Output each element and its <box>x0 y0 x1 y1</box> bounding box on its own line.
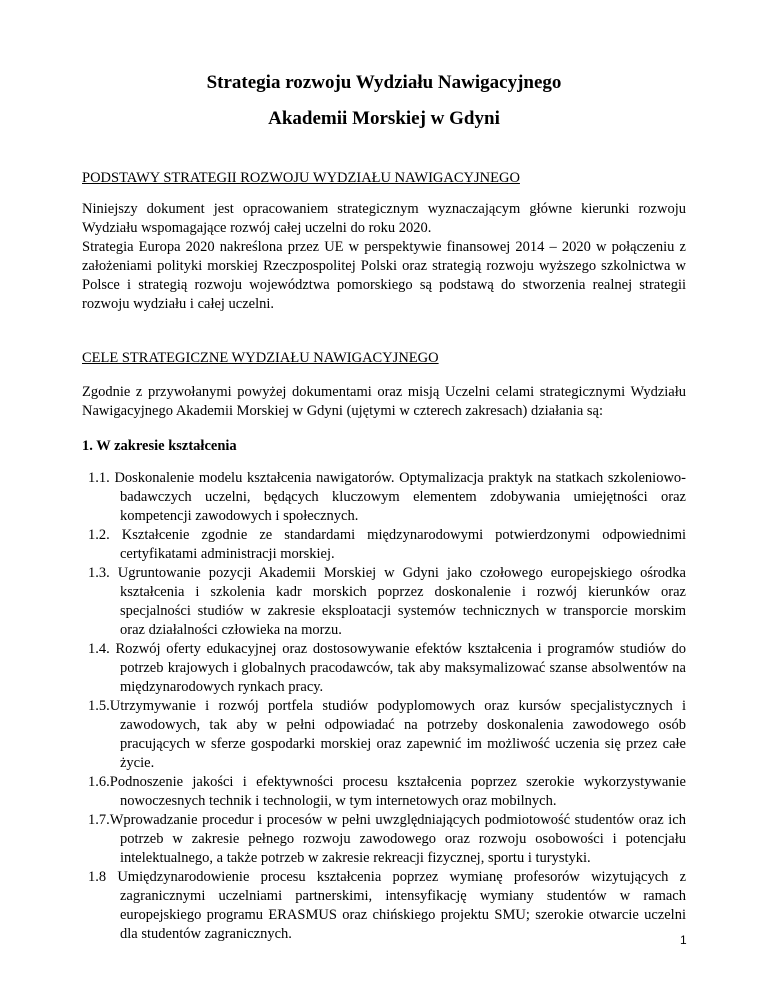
list-item-text: Rozwój oferty edukacyjnej oraz dostosowywanie efektów kształcenia i programów studiów do potrzeb krajowych i globalnych pracodawców, tak aby maksymalizować szanse absolwentów na międzynarodowych rynkach pracy. <box>115 641 687 695</box>
list-item-text: Kształcenie zgodnie ze standardami międzynarodowymi potwierdzonymi odpowiednimi certyfikatami administracji morskiej. <box>120 527 686 562</box>
list-item-number: 1.4. <box>88 641 116 657</box>
list-item-number: 1.6. <box>88 774 110 790</box>
list-item-text: Wprowadzanie procedur i procesów w pełni uwzględniających podmiotowość studentów oraz ich potrzeb w zakresie pełnego rozwoju zawodowego oraz rozwoju osobowości i potencjału intelektualnego, a także potrzeb w zakresie rekreacji fizycznej, sportu i turystyki. <box>109 812 686 866</box>
list-item-text: Podnoszenie jakości i efektywności procesu kształcenia poprzez szerokie wykorzystywanie nowoczesnych technik i technologii, w tym internetowych oraz mobilnych. <box>109 774 686 809</box>
list-item-number: 1.2. <box>88 527 122 543</box>
page-number: 1 <box>680 933 687 947</box>
list-item-text: Ugruntowanie pozycji Akademii Morskiej w Gdyni jako czołowego europejskiego ośrodka kształcenia i szkolenia kadr morskich poprzez doskonalenie i rozwój kierunków oraz specjalności studiów w zakresie eksploatacji systemów technicznych w transporcie morskim oraz działalności człowieka na morzu. <box>117 565 686 638</box>
document-page <box>82 70 686 944</box>
list-item-text: Doskonalenie modelu kształcenia nawigatorów. Optymalizacja praktyk na statkach szkoleniowo-badawczych uczelni, będących kluczowym elementem zdobywania umiejętności oraz kompetencji zawodowych i społecznych. <box>114 470 687 524</box>
section-heading-podstawy: PODSTAWY STRATEGII ROZWOJU WYDZIAŁU NAWIGACYJNEGO <box>82 170 520 186</box>
list-item <box>82 868 686 944</box>
document-title-line-2: Akademii Morskiej w Gdyni <box>268 108 500 129</box>
list-item <box>82 697 686 773</box>
intro-paragraph-2: Strategia Europa 2020 nakreślona przez UE w perspektywie finansowej 2014 – 2020 w połączeniu z założeniami polityki morskiej Rzeczpospolitej Polski oraz strategią rozwoju wyższego szkolnictwa w Polsce i strategią rozwoju województwa pomorskiego są podstawą do stworzenia realnej strategii rozwoju wydziału i całej uczelni. <box>82 239 686 312</box>
list-item-number: 1.1. <box>88 470 115 486</box>
list-item-number: 1.5. <box>88 698 110 714</box>
section-heading-cele: CELE STRATEGICZNE WYDZIAŁU NAWIGACYJNEGO <box>82 350 439 366</box>
intro-paragraph-1: Niniejszy dokument jest opracowaniem strategicznym wyznaczającym główne kierunki rozwoju Wydziału wspomagające rozwój całej uczelni do roku 2020. <box>82 201 686 236</box>
list-item <box>82 811 686 868</box>
list-item <box>82 469 686 526</box>
list-item <box>82 640 686 697</box>
cele-paragraph: Zgodnie z przywołanymi powyżej dokumentami oraz misją Uczelni celami strategicznymi Wydziału Nawigacyjnego Akademii Morskiej w Gdyni (ujętymi w czterech zakresach) działania są: <box>82 384 686 419</box>
document-title-line-1: Strategia rozwoju Wydziału Nawigacyjnego <box>206 72 562 93</box>
list-item <box>82 564 686 640</box>
ksztalcenie-items-list <box>82 469 686 944</box>
subheading-ksztalcenie: 1. W zakresie kształcenia <box>82 438 237 454</box>
list-item-text: Utrzymywanie i rozwój portfela studiów podyplomowych oraz kursów specjalistycznych i zawodowych, tak aby w pełni odpowiadać na potrzeby doskonalenia zawodowego osób pracujących w sferze gospodarki morskiej oraz zapewnić im możliwość uczenia się przez całe życie. <box>109 698 686 771</box>
list-item <box>82 526 686 564</box>
list-item-number: 1.8 <box>88 869 118 885</box>
list-item-number: 1.3. <box>88 565 118 581</box>
list-item <box>82 773 686 811</box>
list-item-number: 1.7. <box>88 812 110 828</box>
list-item-text: Umiędzynarodowienie procesu kształcenia poprzez wymianę profesorów wizytujących z zagranicznymi uczelniami partnerskimi, intensyfikację wymiany studentów w ramach europejskiego programu ERASMUS oraz chińskiego projektu SMU; szerokie otwarcie uczelni dla studentów zagranicznych. <box>117 869 686 942</box>
